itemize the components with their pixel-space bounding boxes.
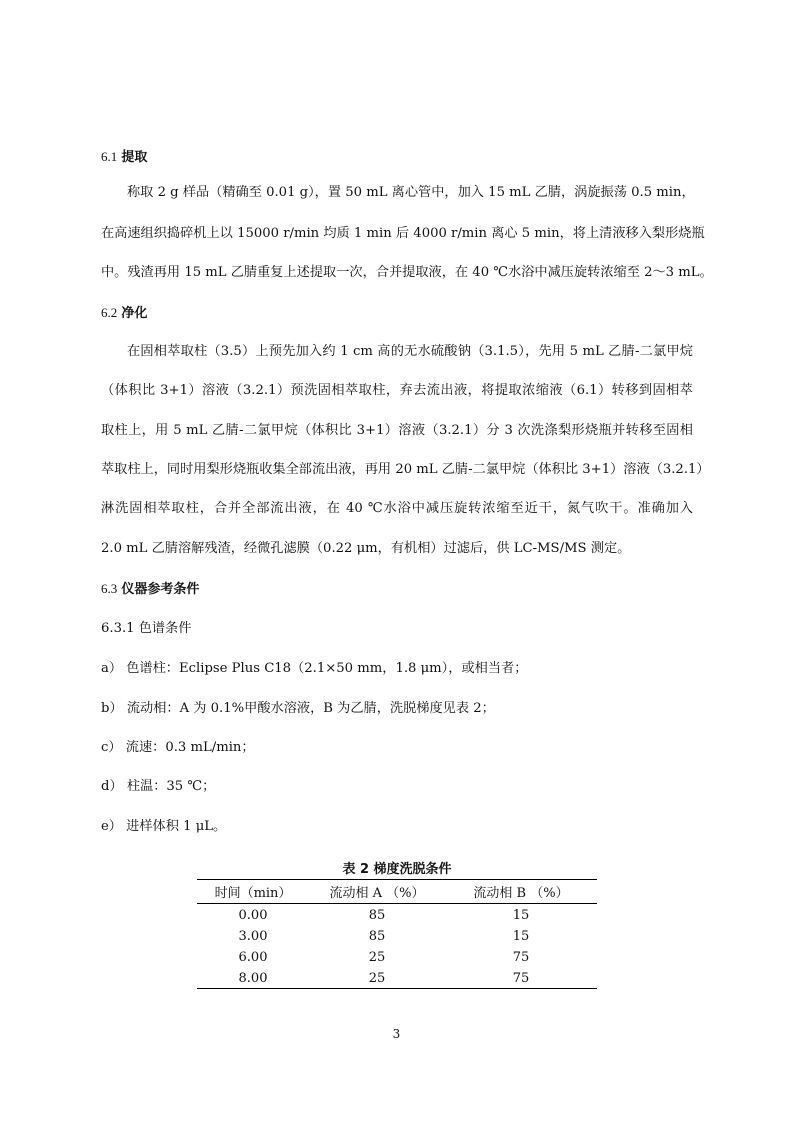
paragraph-line: 在固相萃取柱（3.5）上预先加入约 1 cm 高的无水硫酸钠（3.1.5），先用 5 mL 乙腈-二氯甲烷	[127, 344, 693, 359]
table-row	[197, 967, 597, 989]
section-title: 提取	[121, 150, 148, 165]
section-title: 净化	[121, 306, 148, 321]
paragraph-line: 中。残渣再用 15 mL 乙腈重复上述提取一次，合并提取液，在 40 ℃水浴中减压旋转浓缩至 2～3 mL。	[101, 265, 713, 280]
table-cell: 85	[368, 928, 386, 944]
page-number: 3	[392, 1027, 401, 1041]
table-cell: 75	[445, 967, 597, 989]
column-header-phase-b: 流动相 B （%）	[445, 880, 597, 904]
table-cell: 85	[368, 907, 386, 923]
table-row	[197, 904, 597, 926]
paragraph-line: 在高速组织捣碎机上以 15000 r/min 均质 1 min 后 4000 r/min 离心 5 min，将上清液移入梨形烧瓶	[101, 226, 705, 241]
section-title: 仪器参考条件	[121, 582, 200, 597]
column-header-time: 时间（min）	[197, 880, 309, 904]
section-number: 6.3	[101, 581, 118, 596]
subsection-6-3-1-heading: 6.3.1 色谱条件	[101, 621, 192, 636]
section-number: 6.2	[101, 305, 118, 320]
table-cell: 15	[512, 928, 530, 944]
table-cell: 25	[368, 949, 386, 965]
section-6-1-heading	[101, 148, 147, 167]
table-row	[197, 925, 597, 946]
paragraph-line: 取柱上，用 5 mL 乙腈-二氯甲烷（体积比 3+1）溶液（3.2.1）分 3 次洗涤梨形烧瓶并转移至固相	[101, 423, 693, 438]
paragraph-line: （体积比 3+1）溶液（3.2.1）预洗固相萃取柱，弃去流出液，将提取浓缩液（6.1）转移到固相萃	[101, 383, 693, 398]
table-title: 表 2 梯度洗脱条件	[342, 862, 452, 877]
paragraph-line: 2.0 mL 乙腈溶解残渣，经微孔滤膜（0.22 μm，有机相）过滤后，供 LC-MS/MS 测定。	[101, 541, 631, 556]
section-number: 6.1	[101, 149, 118, 164]
table-cell: 8.00	[197, 967, 309, 989]
gradient-table	[197, 879, 597, 989]
table-header-row	[197, 880, 597, 904]
column-header-phase-a: 流动相 A （%）	[309, 880, 445, 904]
list-item: e） 进样体积 1 μL。	[101, 819, 227, 834]
table-cell: 0.00	[238, 907, 268, 923]
paragraph-line: 萃取柱上，同时用梨形烧瓶收集全部流出液，再用 20 mL 乙腈-二氯甲烷（体积比 3+1）溶液（3.2.1）	[101, 462, 710, 477]
table-cell: 75	[512, 949, 530, 965]
section-6-3-heading	[101, 580, 199, 599]
list-item: a） 色谱柱：Eclipse Plus C18（2.1×50 mm，1.8 μm），或相当者；	[101, 661, 528, 676]
list-item: c） 流速：0.3 mL/min；	[101, 740, 255, 755]
list-item: b） 流动相：A 为 0.1%甲酸水溶液，B 为乙腈，洗脱梯度见表 2；	[101, 701, 495, 716]
section-6-2-heading	[101, 304, 147, 323]
table-cell: 15	[512, 907, 530, 923]
paragraph-line: 淋洗固相萃取柱，合并全部流出液，在 40 ℃水浴中减压旋转浓缩至近干，氮气吹干。准确加入	[101, 501, 693, 516]
paragraph-line: 称取 2 g 样品（精确至 0.01 g），置 50 mL 离心管中，加入 15 mL 乙腈，涡旋振荡 0.5 min，	[127, 185, 695, 200]
table-row	[197, 946, 597, 967]
table-cell: 6.00	[238, 949, 268, 965]
table-cell: 3.00	[238, 928, 268, 944]
table-cell: 25	[309, 967, 445, 989]
list-item: d） 柱温：35 ℃；	[101, 779, 216, 794]
